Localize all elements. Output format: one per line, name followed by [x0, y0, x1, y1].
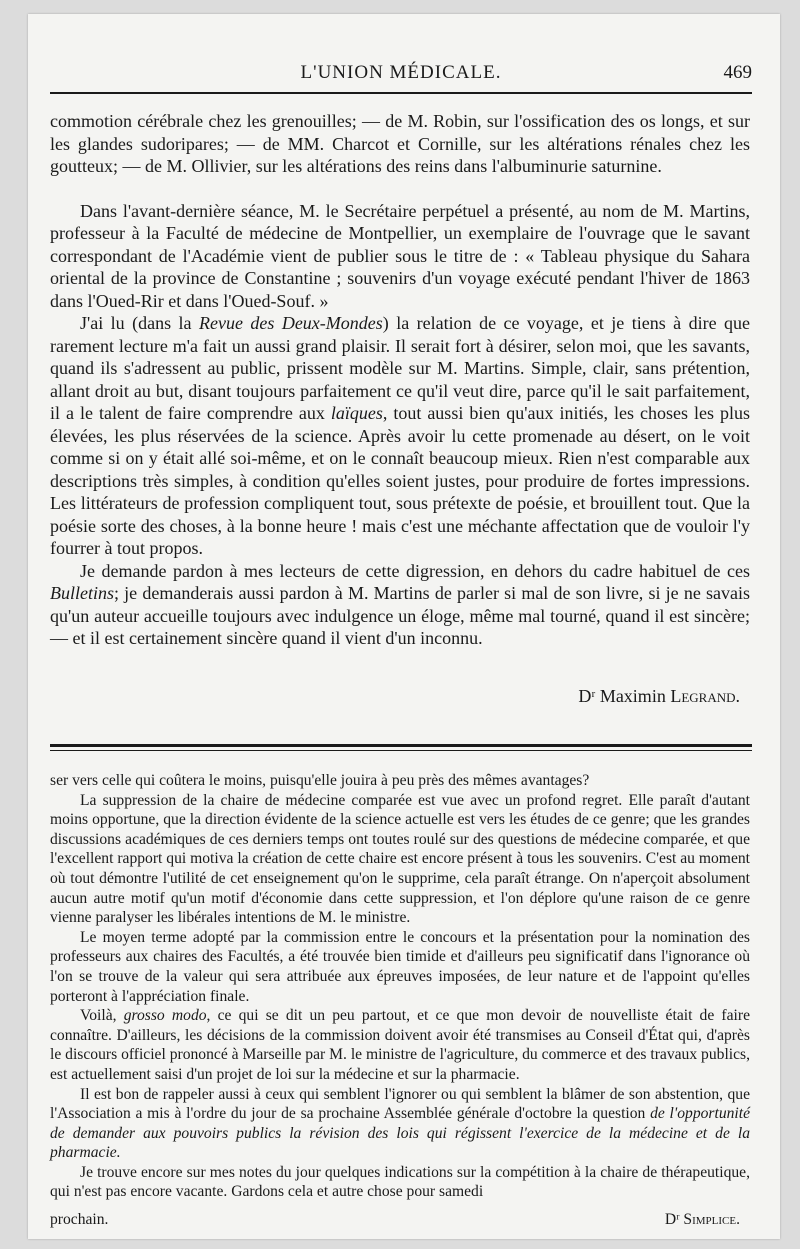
running-header	[50, 62, 752, 88]
paragraph-chair-suppression: La suppression de la chaire de médecine comparée est vue avec un profond regret. Elle paraît d'autant moins opportune, que la direction évidente de la science actuelle est vers les études de ce genre; que les grandes discussions académiques de ces derniers temps ont toutes roulé sur des questions de médecine comparée, et que l'excellent rapport qui motiva la création de cette chaire est encore présent à tous les souvenirs. C'est au moment où tout démontre l'utilité de cet enseignement qu'on le supprime, cela paraît étrange. On n'aperçoit absolument aucun autre motif qu'un motif d'économie dans cette suppression, et l'on déplore qu'une raison de ce genre vienne paralyser les libérales intentions de M. le ministre.	[50, 791, 750, 927]
header-rule	[50, 92, 752, 94]
news-column	[50, 771, 750, 1202]
paragraph-middle-term: Le moyen terme adopté par la commission entre le concours et la présentation pour la nomination des professeurs aux chaires des Facultés, a été trouvée bien timide et d'ailleurs peu significatif dans l'ignorance où l'on se trouve de la valeur qui sera attribuée aux épreuves imposées, de leur nature et de l'appoint qu'elles porteront à l'appréciation finale.	[50, 928, 750, 1005]
journal-title: L'UNION MÉDICALE.	[300, 62, 502, 83]
closing-word: prochain.	[50, 1211, 109, 1228]
paragraph-communications: commotion cérébrale chez les grenouilles; — de M. Robin, sur l'ossification des os longs, et sur les glandes sudoripares; — de MM. Charcot et Cornille, sur les altérations rénales chez les goutteux; — de M. Ollivier, sur les altérations des reins dans l'albuminurie saturnine.	[50, 111, 750, 176]
author-signature-simplice: Dʳ Simplice.	[664, 1211, 740, 1228]
page-number: 469	[723, 62, 752, 83]
paragraph-martins-presentation: Dans l'avant-dernière séance, M. le Secrétaire perpétuel a présenté, au nom de M. Martins, professeur à la Faculté de médecine de Montpellier, un exemplaire de l'ouvrage que le savant correspondant de l'Académie vient de publier sous le titre de : « Tableau physique du Sahara oriental de la province de Constantine ; souvenirs d'un voyage exécuté pendant l'hiver de 1863 dans l'Oued-Rir et dans l'Oued-Souf. »	[50, 200, 750, 311]
paragraph-continuation: ser vers celle qui coûtera le moins, puisqu'elle jouira à peu près des mêmes avantages?	[50, 772, 590, 789]
paragraph-grosso-modo: Voilà, grosso modo, ce qui se dit un peu partout, et ce que mon devoir de nouvelliste était de faire connaître. D'ailleurs, les décisions de la commission doivent avoir été transmises au Conseil d'État qui, d'après le discours officiel prononcé à Marseille par M. le ministre de l'agriculture, du commerce et des travaux publics, est actuellement saisi d'un projet de loi sur la médecine et sur la pharmacie.	[50, 1007, 750, 1083]
paragraph-association: Il est bon de rappeler aussi à ceux qui semblent l'ignorer ou qui semblent la blâmer de son abstention, que l'Association a mis à l'ordre du jour de sa prochaine Assemblée générale d'octobre la question de l'opportunité de demander aux pouvoirs publics la révision des lois qui régissent l'exercice de la médecine et de la pharmacie.	[50, 1085, 750, 1162]
paragraph-apology: Je demande pardon à mes lecteurs de cette digression, en dehors du cadre habituel de ces Bulletins; je demanderais aussi pardon à M. Martins de parler si mal de son livre, si je ne savais qu'un auteur accueille toujours avec indulgence un éloge, même mal tourné, quand il est sincère; — et il est certainement sincère quand il vient d'un inconnu.	[50, 560, 750, 648]
paragraph-review: J'ai lu (dans la Revue des Deux-Mondes) la relation de ce voyage, et je tiens à dire que rarement lecture m'a fait un aussi grand plaisir. Il serait fort à désirer, selon moi, que les savants, quand ils s'adressent au public, prissent modèle sur M. Martins. Simple, clair, sans prétention, allant droit au but, disant toujours parfaitement ce qu'il veut dire, parce qu'il le sait parfaitement, il a le talent de faire comprendre aux laïques, tout aussi bien qu'aux initiés, les choses les plus élevées, les plus réservées de la science. Après avoir lu cette promenade au désert, on le voit comme si on y était allé soi-même, et on le connaît beaucoup mieux. Rien n'est comparable aux descriptions très simples, à condition qu'elles soient justes, pour produire de fortes impressions. Les littérateurs de profession compliquent tout, sous prétexte de poésie, et brouillent tout. Que la poésie sorte des choses, à la bonne heure ! mais c'est une méchante affectation que de vouloir l'y fourrer à tout propos.	[50, 313, 750, 558]
paragraph-therapeutics: Je trouve encore sur mes notes du jour quelques indications sur la compétition à la chaire de thérapeutique, qui n'est pas encore vacante. Gardons cela et autre chose pour samedi	[50, 1163, 750, 1201]
section-divider-thin	[50, 750, 752, 751]
section-divider	[50, 744, 752, 747]
author-signature-legrand: Dʳ Maximin Legrand.	[578, 686, 740, 706]
bulletin-column	[50, 110, 750, 650]
journal-name: Revue des Deux-Mondes	[198, 313, 383, 333]
